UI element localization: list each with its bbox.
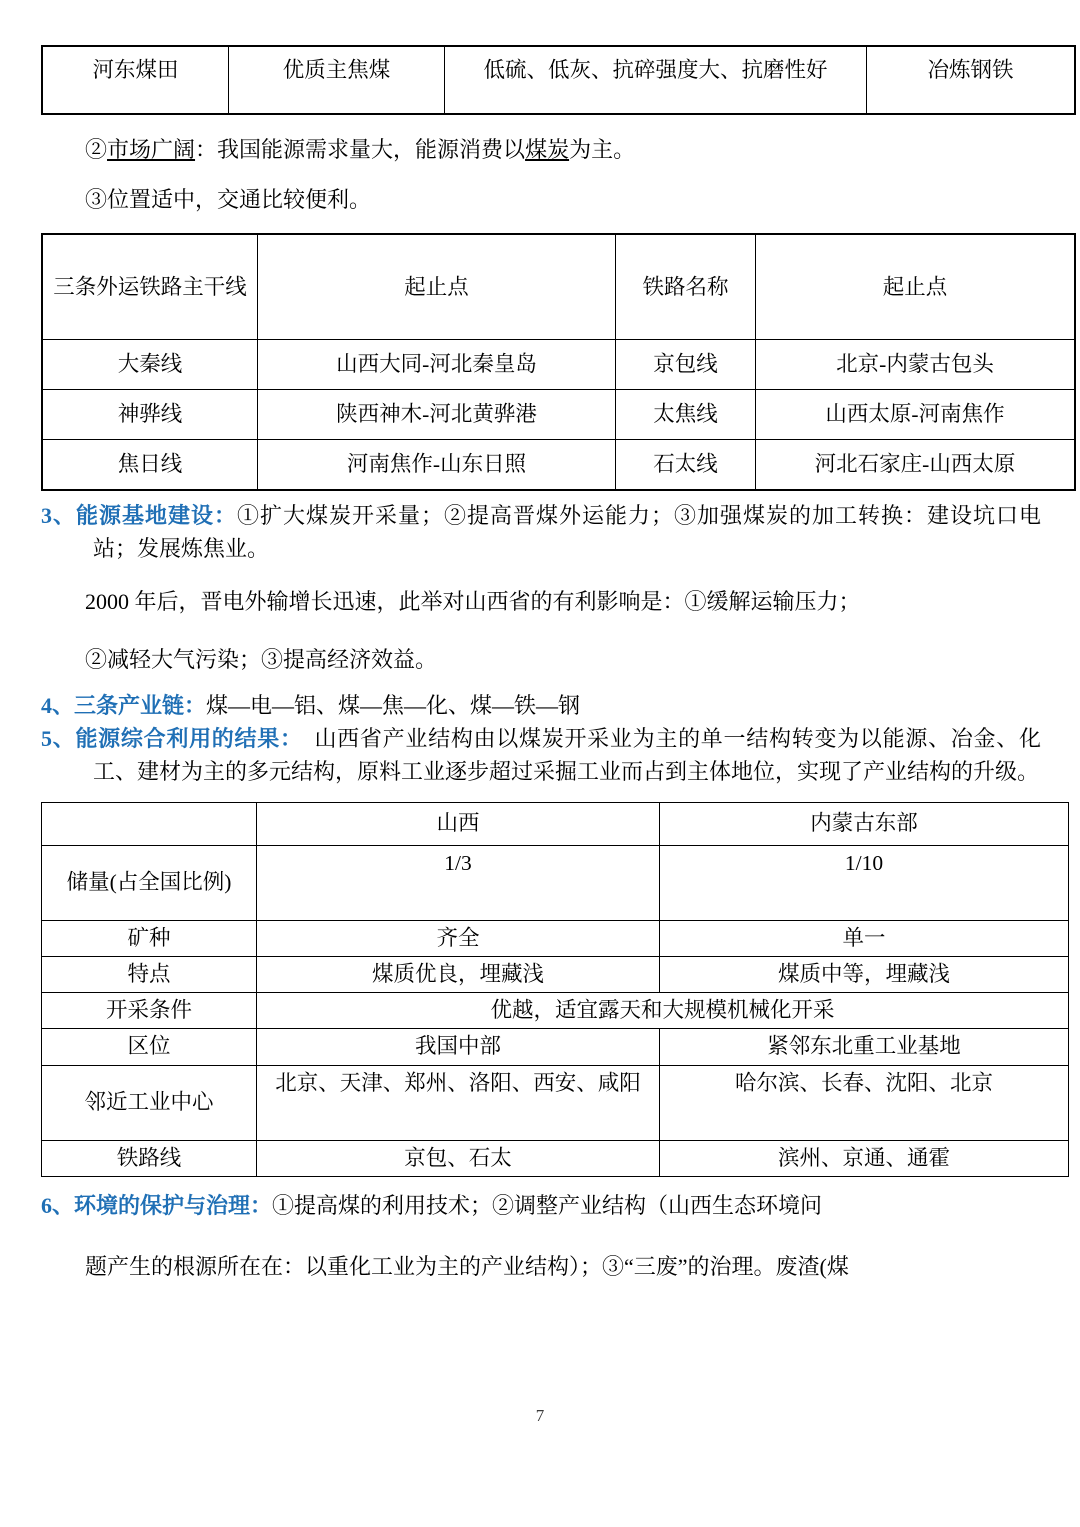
point-2-keyword: 市场广阔 xyxy=(107,137,196,162)
coal-properties: 低硫、低灰、抗碎强度大、抗磨性好 xyxy=(445,46,867,114)
section-5-body: 山西省产业结构由以煤炭开采业为主的单一结构转变为以能源、冶金、化工、建材为主的多元结构，原料工业逐步超过采掘工业而占到主体地位，实现了产业结构的升级。 xyxy=(93,725,1041,784)
rail-line-endpoints-2: 河北石家庄-山西太原 xyxy=(756,439,1076,489)
rail-line-name-2: 石太线 xyxy=(616,439,756,489)
point-2-text-before: 我国能源需求量大，能源消费以 xyxy=(217,137,526,162)
section-6-colon: ： xyxy=(250,1192,273,1218)
page-content xyxy=(41,45,1041,1284)
compare-row-inner-mongolia: 紧邻东北重工业基地 xyxy=(660,1029,1069,1065)
coal-field-table xyxy=(41,45,1076,115)
comparison-table xyxy=(41,802,1069,1177)
compare-row-shanxi: 1/3 xyxy=(257,845,660,920)
section-5-heading: 5、能源综合利用的结果 xyxy=(41,725,280,751)
point-2-colon: ： xyxy=(195,137,218,162)
compare-header-inner-mongolia: 内蒙古东部 xyxy=(660,802,1069,845)
section-4-colon: ： xyxy=(184,692,207,718)
rail-header-mainlines: 三条外运铁路主干线 xyxy=(42,234,258,340)
section-4-body: 煤—电—铝、煤—焦—化、煤—铁—钢 xyxy=(206,692,581,718)
compare-row-label: 储量(占全国比例) xyxy=(42,845,257,920)
paragraph-point-3: ③位置适中，交通比较便利。 xyxy=(85,187,372,213)
coal-field-name: 河东煤田 xyxy=(42,46,229,114)
paragraph-2000-line1: 2000 年后，晋电外输增长迅速，此举对山西省的有利影响是：①缓解运输压力； xyxy=(85,588,861,614)
rail-header-name: 铁路名称 xyxy=(616,234,756,340)
point-2-underlined-term: 煤炭 xyxy=(525,137,570,162)
table-row xyxy=(42,957,1069,993)
rail-line-name: 神骅线 xyxy=(42,390,258,440)
table-header-row xyxy=(42,234,1075,340)
table-row xyxy=(42,920,1069,956)
railway-table xyxy=(41,233,1076,490)
table-row xyxy=(42,1029,1069,1065)
compare-row-inner-mongolia: 煤质中等，埋藏浅 xyxy=(660,957,1069,993)
compare-row-shanxi: 京包、石太 xyxy=(257,1140,660,1176)
section-4-heading: 4、三条产业链 xyxy=(41,692,185,718)
compare-row-shanxi: 煤质优良，埋藏浅 xyxy=(257,957,660,993)
section-6-heading: 6、环境的保护与治理 xyxy=(41,1192,251,1218)
compare-row-inner-mongolia: 单一 xyxy=(660,920,1069,956)
rail-line-name: 大秦线 xyxy=(42,340,258,390)
compare-header-shanxi: 山西 xyxy=(257,802,660,845)
coal-type: 优质主焦煤 xyxy=(229,46,445,114)
rail-line-endpoints-2: 山西太原-河南焦作 xyxy=(756,390,1076,440)
section-6-line1: ①提高煤的利用技术；②调整产业结构（山西生态环境问 xyxy=(272,1192,823,1218)
compare-row-label: 铁路线 xyxy=(42,1140,257,1176)
section-3-heading: 3、能源基地建设 xyxy=(41,502,214,528)
rail-line-endpoints: 河南焦作-山东日照 xyxy=(258,439,616,489)
compare-row-merged-value: 优越，适宜露天和大规模机械化开采 xyxy=(257,993,1069,1029)
rail-header-endpoints-2: 起止点 xyxy=(756,234,1076,340)
section-5-colon: ： xyxy=(280,725,292,751)
compare-row-inner-mongolia: 哈尔滨、长春、沈阳、北京 xyxy=(660,1065,1069,1140)
compare-header-blank xyxy=(42,802,257,845)
compare-row-inner-mongolia: 滨州、京通、通霍 xyxy=(660,1140,1069,1176)
compare-row-shanxi: 我国中部 xyxy=(257,1029,660,1065)
compare-row-label: 邻近工业中心 xyxy=(42,1065,257,1140)
compare-row-label: 矿种 xyxy=(42,920,257,956)
table-row xyxy=(42,46,1075,114)
table-row xyxy=(42,439,1075,489)
point-2-text-after: 为主。 xyxy=(569,137,636,162)
section-3 xyxy=(41,499,1041,565)
compare-row-inner-mongolia: 1/10 xyxy=(660,845,1069,920)
rail-header-endpoints-1: 起止点 xyxy=(258,234,616,340)
rail-line-endpoints-2: 北京-内蒙古包头 xyxy=(756,340,1076,390)
paragraph-2000-line2: ②减轻大气污染；③提高经济效益。 xyxy=(85,646,438,672)
table-row xyxy=(42,993,1069,1029)
point-2-marker: ② xyxy=(85,137,108,162)
paragraph-point-2 xyxy=(41,133,1041,167)
section-6 xyxy=(41,1189,1041,1222)
rail-line-name-2: 太焦线 xyxy=(616,390,756,440)
table-header-row xyxy=(42,802,1069,845)
table-row xyxy=(42,340,1075,390)
coal-usage: 冶炼钢铁 xyxy=(867,46,1076,114)
compare-row-label: 开采条件 xyxy=(42,993,257,1029)
section-4 xyxy=(41,689,1041,722)
page-number: 7 xyxy=(535,1406,545,1425)
table-row xyxy=(42,390,1075,440)
table-row xyxy=(42,1140,1069,1176)
rail-line-endpoints: 山西大同-河北秦皇岛 xyxy=(258,340,616,390)
compare-row-shanxi: 北京、天津、郑州、洛阳、西安、咸阳 xyxy=(257,1065,660,1140)
rail-line-name-2: 京包线 xyxy=(616,340,756,390)
section-3-body: ①扩大煤炭开采量；②提高晋煤外运能力；③加强煤炭的加工转换：建设坑口电站；发展炼焦业。 xyxy=(93,502,1041,561)
table-row xyxy=(42,845,1069,920)
compare-row-label: 特点 xyxy=(42,957,257,993)
compare-row-shanxi: 齐全 xyxy=(257,920,660,956)
rail-line-name: 焦日线 xyxy=(42,439,258,489)
rail-line-endpoints: 陕西神木-河北黄骅港 xyxy=(258,390,616,440)
section-6-line2: 题产生的根源所在在：以重化工业为主的产业结构）；③“三废”的治理。废渣(煤 xyxy=(85,1253,849,1279)
section-5 xyxy=(41,722,1041,788)
section-3-colon: ： xyxy=(214,502,237,528)
compare-row-label: 区位 xyxy=(42,1029,257,1065)
table-row xyxy=(42,1065,1069,1140)
